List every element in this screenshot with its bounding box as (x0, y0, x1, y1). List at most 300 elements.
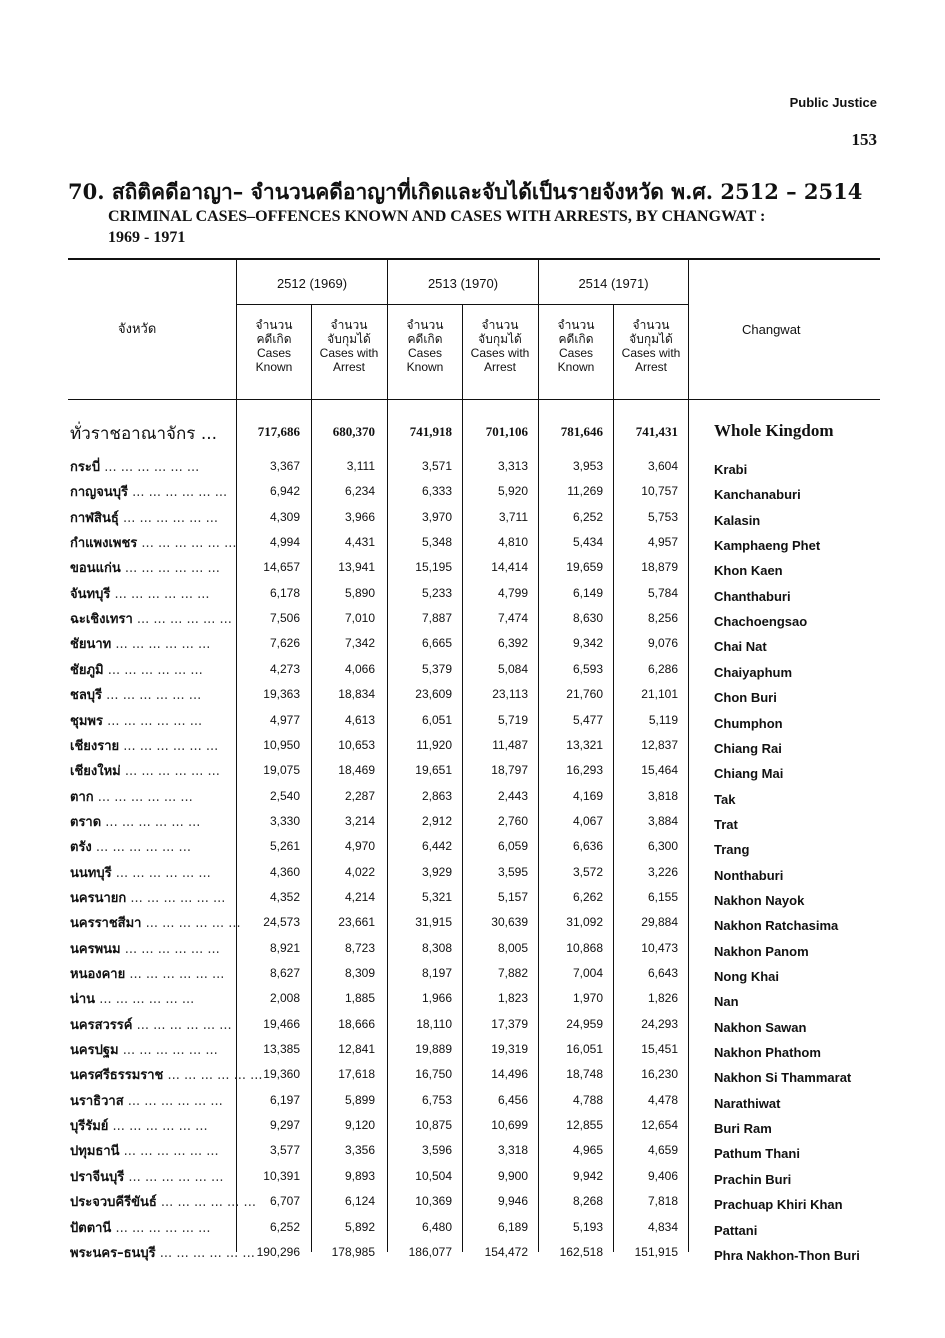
cases-known-value: 11,269 (567, 484, 603, 498)
cases-arrest-value: 12,841 (338, 1042, 375, 1056)
province-name-thai: พระนคร–ธนบุรี ... ... ... ... ... ... (70, 1246, 255, 1261)
province-name-thai: น่าน ... ... ... ... ... ... (70, 992, 195, 1007)
changwat-name-english: Pattani (714, 1223, 758, 1238)
cases-arrest-value: 4,659 (647, 1143, 678, 1157)
cases-known-value: 4,788 (572, 1093, 603, 1107)
cases-known-value: 19,466 (263, 1017, 300, 1031)
cases-known-value: 11,920 (416, 738, 452, 752)
table-row (0, 910, 945, 935)
leader-dots: ... ... ... ... ... ... (118, 511, 219, 526)
cases-known-value: 24,959 (566, 1017, 603, 1031)
province-name-thai: นครปฐม ... ... ... ... ... ... (70, 1043, 218, 1058)
cases-known-value: 8,197 (421, 966, 452, 980)
cases-known-value: 13,321 (566, 738, 603, 752)
cases-known-value: 31,915 (415, 915, 452, 929)
leader-dots: ... ... ... ... ... ... (118, 1043, 218, 1058)
cases-known-value: 8,630 (572, 611, 603, 625)
changwat-column-header: Changwat (742, 322, 801, 337)
table-row (0, 784, 945, 809)
province-name-thai: ปราจีนบุรี ... ... ... ... ... ... (70, 1170, 224, 1185)
cases-known-value: 6,942 (269, 484, 300, 498)
province-name-thai: ตราด ... ... ... ... ... ... (70, 815, 201, 830)
cases-arrest-value: 3,111 (346, 459, 375, 473)
cases-known-value: 6,051 (421, 713, 452, 727)
cases-known-value: 4,994 (269, 535, 300, 549)
cases-known-value: 19,360 (263, 1067, 300, 1081)
cases-known-value: 16,293 (566, 763, 603, 777)
leader-dots: ... ... ... ... ... ... (120, 764, 220, 779)
cases-arrest-value: 17,379 (491, 1017, 528, 1031)
cases-arrest-value: 18,666 (338, 1017, 375, 1031)
cases-arrest-value: 3,226 (647, 865, 678, 879)
cases-arrest-value: 6,286 (647, 662, 678, 676)
cases-known-value: 10,369 (415, 1194, 452, 1208)
province-name-thai: นครพนม ... ... ... ... ... ... (70, 942, 220, 957)
cases-known-value: 21,760 (566, 687, 603, 701)
leader-dots: ... ... ... ... ... ... (120, 561, 220, 576)
cases-known-value: 9,342 (572, 636, 603, 650)
cases-known-value: 3,596 (421, 1143, 452, 1157)
cases-known-value: 19,075 (263, 763, 300, 777)
cases-known-value: 5,348 (421, 535, 452, 549)
cases-arrest-value: 9,900 (497, 1169, 528, 1183)
cases-arrest-value: 701,106 (485, 424, 528, 439)
cases-known-value: 186,077 (408, 1245, 452, 1259)
table-row (0, 708, 945, 733)
province-name-thai: กำแพงเพชร ... ... ... ... ... ... (70, 536, 237, 551)
province-name-thai: กาญจนบุรี ... ... ... ... ... ... (70, 485, 228, 500)
cases-known-value: 7,887 (421, 611, 452, 625)
cases-known-value: 5,233 (421, 586, 452, 600)
cases-known-value: 781,646 (560, 424, 603, 439)
cases-arrest-value: 5,719 (497, 713, 528, 727)
table-row (0, 1215, 945, 1240)
changwat-name-english: Pathum Thani (714, 1146, 800, 1161)
leader-dots: ... ... ... ... ... ... (102, 714, 203, 729)
cases-known-value: 4,977 (269, 713, 300, 727)
changwat-name-english: Chaiyaphum (714, 665, 793, 680)
cases-arrest-value: 3,595 (497, 865, 528, 879)
cases-known-value: 9,297 (269, 1118, 300, 1132)
cases-arrest-value: 5,084 (497, 662, 528, 676)
cases-known-value: 2,540 (269, 789, 300, 803)
cases-arrest-value: 9,076 (647, 636, 678, 650)
cases-known-value: 1,970 (572, 991, 603, 1005)
col-header-cases-known: จำนวน คดีเกิด Cases Known (557, 318, 595, 374)
cases-known-value: 5,477 (572, 713, 603, 727)
province-name-thai: ฉะเชิงเทรา ... ... ... ... ... ... (70, 612, 232, 627)
table-row (0, 834, 945, 859)
leader-dots: ... ... ... ... ... ... (103, 663, 203, 678)
cases-known-value: 8,308 (421, 941, 452, 955)
cases-arrest-value: 4,613 (344, 713, 375, 727)
col-header-cases-known: จำนวน คดีเกิด Cases Known (255, 318, 293, 374)
table-row (0, 1062, 945, 1087)
cases-arrest-value: 2,287 (344, 789, 375, 803)
cases-arrest-value: 3,604 (647, 459, 678, 473)
cases-known-value: 3,572 (572, 865, 603, 879)
cases-known-value: 6,149 (572, 586, 603, 600)
cases-known-value: 5,379 (421, 662, 452, 676)
changwat-name-english: Chumphon (714, 716, 783, 731)
cases-known-value: 6,593 (572, 662, 603, 676)
province-name-thai: ขอนแก่น ... ... ... ... ... ... (70, 561, 220, 576)
cases-arrest-value: 4,799 (497, 586, 528, 600)
cases-known-value: 4,965 (572, 1143, 603, 1157)
cases-arrest-value: 8,723 (344, 941, 375, 955)
cases-arrest-value: 5,157 (497, 890, 528, 904)
cases-arrest-value: 15,451 (641, 1042, 678, 1056)
cases-known-value: 6,262 (572, 890, 603, 904)
cases-arrest-value: 13,941 (338, 560, 375, 574)
leader-dots: ... ... ... ... ... ... (163, 1068, 263, 1083)
changwat-name-english: Buri Ram (714, 1121, 772, 1136)
leader-dots: ... ... ... ... ... ... (91, 840, 191, 855)
cases-arrest-value: 1,826 (647, 991, 678, 1005)
cases-known-value: 16,051 (566, 1042, 603, 1056)
leader-dots: ... ... ... ... ... ... (132, 612, 232, 627)
table-row (0, 1012, 945, 1037)
cases-known-value: 10,950 (263, 738, 300, 752)
cases-arrest-value: 18,879 (641, 560, 678, 574)
leader-dots: ... ... ... ... ... ... (141, 916, 241, 931)
cases-arrest-value: 23,113 (492, 687, 528, 701)
cases-known-value: 2,863 (421, 789, 452, 803)
year-header-1969: 2512 (1969) (276, 276, 348, 291)
cases-arrest-value: 12,654 (641, 1118, 678, 1132)
table-row (0, 809, 945, 834)
cases-arrest-value: 6,234 (344, 484, 375, 498)
table-row (0, 961, 945, 986)
cases-arrest-value: 8,309 (344, 966, 375, 980)
cases-known-value: 3,929 (421, 865, 452, 879)
cases-arrest-value: 4,214 (344, 890, 375, 904)
cases-known-value: 10,875 (415, 1118, 452, 1132)
changwat-name-english: Nakhon Nayok (714, 893, 805, 908)
cases-known-value: 6,333 (421, 484, 452, 498)
cases-arrest-value: 178,985 (331, 1245, 375, 1259)
changwat-name-english: Chiang Mai (714, 766, 784, 781)
cases-arrest-value: 9,946 (497, 1194, 528, 1208)
cases-known-value: 741,918 (409, 424, 452, 439)
cases-known-value: 3,970 (421, 510, 452, 524)
cases-known-value: 8,268 (572, 1194, 603, 1208)
table-row (0, 606, 945, 631)
cases-arrest-value: 3,711 (498, 510, 528, 524)
changwat-name-english: Khon Kaen (714, 563, 783, 578)
cases-arrest-value: 16,230 (641, 1067, 678, 1081)
cases-arrest-value: 18,834 (338, 687, 375, 701)
cases-arrest-value: 7,818 (647, 1194, 678, 1208)
table-row (0, 631, 945, 656)
cases-known-value: 5,321 (421, 890, 452, 904)
cases-known-value: 717,686 (257, 424, 300, 439)
leader-dots: ... ... ... ... ... ... (155, 1246, 255, 1261)
table-row (0, 885, 945, 910)
cases-arrest-value: 7,474 (497, 611, 528, 625)
table-row (0, 555, 945, 580)
cases-arrest-value: 18,797 (491, 763, 528, 777)
province-column-header: จังหวัด (118, 322, 157, 337)
changwat-name-english: Chachoengsao (714, 614, 808, 629)
cases-arrest-value: 6,643 (647, 966, 678, 980)
province-name-thai: ชัยภูมิ ... ... ... ... ... ... (70, 663, 203, 678)
cases-arrest-value: 2,443 (497, 789, 528, 803)
page-number: 153 (851, 130, 877, 149)
cases-arrest-value: 6,155 (647, 890, 678, 904)
cases-arrest-value: 3,818 (647, 789, 678, 803)
cases-known-value: 6,636 (572, 839, 603, 853)
cases-known-value: 162,518 (559, 1245, 603, 1259)
leader-dots: ... ... ... ... ... ... (101, 815, 201, 830)
year-header-1970: 2513 (1970) (427, 276, 499, 291)
leader-dots: ... ... ... ... ... ... (93, 790, 193, 805)
cases-arrest-value: 680,370 (332, 424, 375, 439)
leader-dots: ... ... ... ... ... ... (95, 992, 195, 1007)
cases-arrest-value: 6,189 (497, 1220, 528, 1234)
province-name-thai: ตาก ... ... ... ... ... ... (70, 790, 193, 805)
cases-known-value: 5,261 (269, 839, 300, 853)
province-name-thai: ตรัง ... ... ... ... ... ... (70, 840, 191, 855)
leader-dots: ... ... ... ... ... ... (132, 1018, 232, 1033)
province-name-thai: กระบี่ ... ... ... ... ... ... (70, 460, 200, 475)
cases-arrest-value: 3,966 (344, 510, 375, 524)
cases-arrest-value: 5,890 (344, 586, 375, 600)
cases-arrest-value: 5,899 (344, 1093, 375, 1107)
leader-dots: ... ... ... ... ... ... (102, 688, 202, 703)
province-name-thai: เชียงราย ... ... ... ... ... ... (70, 739, 219, 754)
changwat-name-english: Chiang Rai (714, 741, 782, 756)
changwat-name-english: Nakhon Ratchasima (714, 918, 839, 933)
cases-known-value: 12,855 (566, 1118, 603, 1132)
table-row (0, 581, 945, 606)
cases-known-value: 24,573 (263, 915, 300, 929)
cases-arrest-value: 2,760 (497, 814, 528, 828)
changwat-name-english: Kalasin (714, 513, 761, 528)
cases-known-value: 8,627 (269, 966, 300, 980)
changwat-name-english: Kamphaeng Phet (714, 538, 821, 553)
cases-arrest-value: 4,957 (647, 535, 678, 549)
cases-known-value: 19,889 (415, 1042, 452, 1056)
cases-arrest-value: 29,884 (641, 915, 678, 929)
cases-arrest-value: 741,431 (635, 424, 678, 439)
cases-known-value: 7,506 (269, 611, 300, 625)
leader-dots: ... ... ... ... ... ... (126, 891, 226, 906)
changwat-name-english: Chon Buri (714, 690, 777, 705)
cases-arrest-value: 18,469 (338, 763, 375, 777)
changwat-name-english: Nakhon Sawan (714, 1020, 807, 1035)
province-name-thai: หนองคาย ... ... ... ... ... ... (70, 967, 225, 982)
cases-known-value: 7,004 (572, 966, 603, 980)
cases-known-value: 9,942 (572, 1169, 603, 1183)
cases-arrest-value: 6,059 (497, 839, 528, 853)
cases-known-value: 6,178 (269, 586, 300, 600)
cases-arrest-value: 4,066 (344, 662, 375, 676)
cases-arrest-value: 4,970 (344, 839, 375, 853)
province-name-thai: บุรีรัมย์ ... ... ... ... ... ... (70, 1119, 208, 1134)
cases-known-value: 31,092 (566, 915, 603, 929)
changwat-name-english: Krabi (714, 462, 748, 477)
leader-dots: ... ... ... ... ... ... (111, 637, 211, 652)
leader-dots: ... ... ... ... ... ... (119, 1144, 219, 1159)
cases-known-value: 19,363 (263, 687, 300, 701)
cases-known-value: 6,252 (269, 1220, 300, 1234)
cases-arrest-value: 14,496 (491, 1067, 528, 1081)
leader-dots: ... ... ... ... ... ... (137, 536, 237, 551)
changwat-name-english: Nonthaburi (714, 868, 784, 883)
table-row (0, 682, 945, 707)
province-name-thai: ปัตตานี ... ... ... ... ... ... (70, 1221, 211, 1236)
title-english-line2: 1969 - 1971 (108, 229, 186, 246)
cases-known-value: 6,442 (421, 839, 452, 853)
cases-arrest-value: 151,915 (634, 1245, 678, 1259)
cases-arrest-value: 14,414 (491, 560, 528, 574)
cases-known-value: 10,391 (263, 1169, 300, 1183)
cases-arrest-value: 30,639 (491, 915, 528, 929)
cases-arrest-value: 12,837 (641, 738, 678, 752)
cases-arrest-value: 9,406 (647, 1169, 678, 1183)
cases-known-value: 4,273 (269, 662, 300, 676)
col-header-cases-arrest: จำนวน จับกุมได้ Cases with Arrest (470, 318, 530, 374)
province-name-thai: ประจวบคีรีขันธ์ ... ... ... ... ... ... (70, 1195, 256, 1210)
col-header-cases-arrest: จำนวน จับกุมได้ Cases with Arrest (319, 318, 379, 374)
cases-arrest-value: 24,293 (641, 1017, 678, 1031)
cases-known-value: 19,659 (566, 560, 603, 574)
cases-arrest-value: 3,318 (497, 1143, 528, 1157)
province-name-thai: นครนายก ... ... ... ... ... ... (70, 891, 226, 906)
table-row (0, 860, 945, 885)
province-name-thai: ชุมพร ... ... ... ... ... ... (70, 714, 203, 729)
table-row (0, 1088, 945, 1113)
province-name-thai: ชลบุรี ... ... ... ... ... ... (70, 688, 202, 703)
cases-known-value: 8,921 (269, 941, 300, 955)
cases-known-value: 3,571 (421, 459, 452, 473)
table-row (0, 479, 945, 504)
cases-arrest-value: 6,300 (647, 839, 678, 853)
cases-arrest-value: 10,699 (491, 1118, 528, 1132)
leader-dots: ... ... ... ... ... ... (120, 942, 220, 957)
cases-known-value: 4,169 (572, 789, 603, 803)
cases-known-value: 6,197 (269, 1093, 300, 1107)
table-row (0, 530, 945, 555)
year-header-1971: 2514 (1971) (578, 276, 649, 291)
changwat-name-english: Nakhon Phathom (714, 1045, 821, 1060)
cases-known-value: 14,657 (263, 560, 300, 574)
province-name-thai: นครราชสีมา ... ... ... ... ... ... (70, 916, 241, 931)
province-name-thai: เชียงใหม่ ... ... ... ... ... ... (70, 764, 220, 779)
cases-arrest-value: 1,823 (497, 991, 528, 1005)
cases-arrest-value: 4,834 (647, 1220, 678, 1234)
changwat-name-english: Prachuap Khiri Khan (714, 1197, 843, 1212)
cases-known-value: 19,651 (415, 763, 452, 777)
leader-dots: ... ... ... ... ... ... (128, 485, 228, 500)
leader-dots: ... ... ... ... ... ... (125, 967, 225, 982)
cases-arrest-value: 3,884 (647, 814, 678, 828)
cases-known-value: 5,434 (572, 535, 603, 549)
leader-dots: ... ... ... ... ... ... (110, 587, 210, 602)
cases-known-value: 16,750 (415, 1067, 452, 1081)
cases-known-value: 5,193 (572, 1220, 603, 1234)
changwat-name-english: Narathiwat (714, 1096, 781, 1111)
changwat-name-english: Nong Khai (714, 969, 779, 984)
cases-arrest-value: 11,487 (492, 738, 528, 752)
province-name-thai: กาฬสินธุ์ ... ... ... ... ... ... (70, 511, 219, 526)
changwat-name-english: Nan (714, 994, 739, 1009)
cases-arrest-value: 10,757 (641, 484, 678, 498)
title-english-line1: CRIMINAL CASES–OFFENCES KNOWN AND CASES WITH ARRESTS, BY CHANGWAT : (108, 208, 766, 225)
table-row (0, 1138, 945, 1163)
table-row (0, 454, 945, 479)
province-name-thai: นครสวรรค์ ... ... ... ... ... ... (70, 1018, 232, 1033)
cases-known-value: 2,008 (269, 991, 300, 1005)
table-row (0, 936, 945, 961)
cases-arrest-value: 21,101 (641, 687, 678, 701)
table-row (0, 1164, 945, 1189)
changwat-name-english: Whole Kingdom (714, 421, 834, 440)
col-header-cases-known: จำนวน คดีเกิด Cases Known (406, 318, 444, 374)
col-header-cases-arrest: จำนวน จับกุมได้ Cases with Arrest (621, 318, 681, 374)
cases-known-value: 10,504 (415, 1169, 452, 1183)
cases-known-value: 3,577 (269, 1143, 300, 1157)
cases-arrest-value: 23,661 (338, 915, 375, 929)
cases-known-value: 4,352 (269, 890, 300, 904)
cases-known-value: 2,912 (421, 814, 452, 828)
table-row (0, 657, 945, 682)
cases-arrest-value: 4,022 (344, 865, 375, 879)
cases-known-value: 4,360 (269, 865, 300, 879)
table-title-thai: 70. สถิติคดีอาญา– จำนวนคดีอาญาที่เกิดและจับได้เป็นรายจังหวัด พ.ศ. 2512 – 2514 (68, 179, 863, 204)
cases-known-value: 6,480 (421, 1220, 452, 1234)
table-row (0, 986, 945, 1011)
cases-known-value: 1,966 (421, 991, 452, 1005)
leader-dots: ... ... ... ... ... ... (100, 460, 200, 475)
cases-arrest-value: 5,119 (648, 713, 678, 727)
cases-arrest-value: 15,464 (641, 763, 678, 777)
cases-known-value: 13,385 (263, 1042, 300, 1056)
cases-arrest-value: 7,010 (344, 611, 375, 625)
cases-arrest-value: 1,885 (344, 991, 375, 1005)
cases-known-value: 3,367 (269, 459, 300, 473)
table-row (0, 1037, 945, 1062)
changwat-name-english: Prachin Buri (714, 1172, 792, 1187)
changwat-name-english: Kanchanaburi (714, 487, 801, 502)
cases-known-value: 190,296 (256, 1245, 300, 1259)
changwat-name-english: Phra Nakhon-Thon Buri (714, 1248, 860, 1263)
cases-arrest-value: 4,810 (497, 535, 528, 549)
cases-known-value: 3,330 (269, 814, 300, 828)
table-title-english (108, 206, 888, 248)
table-row (0, 505, 945, 530)
province-name-thai: นครศรีธรรมราช ... ... ... ... ... ... (70, 1068, 263, 1083)
province-name-thai: นราธิวาส ... ... ... ... ... ... (70, 1094, 223, 1109)
cases-arrest-value: 19,319 (491, 1042, 528, 1056)
cases-arrest-value: 4,478 (647, 1093, 678, 1107)
cases-arrest-value: 17,618 (338, 1067, 375, 1081)
changwat-name-english: Nakhon Si Thammarat (714, 1070, 852, 1085)
section-header: Public Justice (789, 95, 877, 110)
changwat-name-english: Chai Nat (714, 639, 767, 654)
table-top-rule (68, 258, 880, 260)
leader-dots: ... ... ... ... ... ... (108, 1119, 208, 1134)
province-name-thai: ทั่วราชอาณาจักร ... (70, 424, 218, 444)
cases-known-value: 7,626 (269, 636, 300, 650)
province-name-thai: จันทบุรี ... ... ... ... ... ... (70, 587, 210, 602)
table-row (0, 758, 945, 783)
cases-known-value: 6,707 (269, 1194, 300, 1208)
leader-dots: ... ... ... ... ... ... (119, 739, 219, 754)
table-row (0, 1189, 945, 1214)
cases-known-value: 4,309 (269, 510, 300, 524)
